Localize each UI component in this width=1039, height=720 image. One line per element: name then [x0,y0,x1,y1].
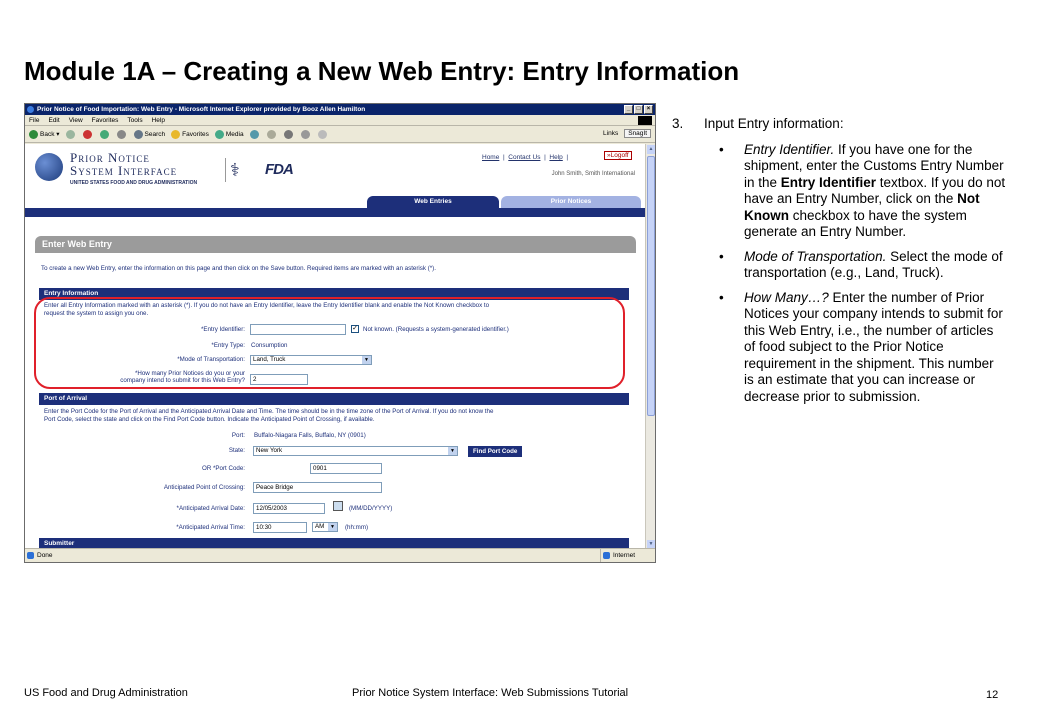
globe-logo-icon [35,153,63,181]
how-many-input[interactable]: 2 [250,374,308,385]
menu-favorites[interactable]: Favorites [91,116,119,124]
forward-button[interactable] [66,130,77,139]
instructions-panel [672,116,1007,405]
mode-of-transportation-select[interactable] [250,355,372,365]
entry-identifier-label: *Entry Identifier: [200,326,245,333]
arrival-time-label: *Anticipated Arrival Time: [176,524,245,531]
step-number: 3. [672,116,684,131]
entry-intro-line2: request the system to assign you one. [44,310,149,317]
entry-identifier-input[interactable] [250,324,346,335]
arrival-time-input[interactable]: 10:30 [253,522,307,533]
help-link[interactable]: Help [549,154,563,161]
home-icon[interactable] [117,130,126,139]
text: Enter the number of Prior Notices your company intends to submit for this Web Entry, i.e., the number of articles of food subject to the Prior Notice requirement in the shipment. This number is an estimate that you can increase or decrease prior to submission. [744,289,1003,404]
state-selected-value: New York [256,447,283,454]
bold-text: Not Known [744,191,980,223]
close-button[interactable]: × [644,105,653,114]
text: textbox. If you do not have an Entry Number, click on the [744,174,1006,206]
time-format-hint: (hh:mm) [345,524,369,531]
text: checkbox to have the system generate an Entry Number. [744,207,967,239]
page-number: 12 [986,689,999,701]
bullet-entry-identifier [672,142,1007,241]
discuss-icon[interactable] [318,130,327,139]
history-icon[interactable] [250,130,259,139]
home-link[interactable]: Home [482,154,500,161]
port-intro-line1: Enter the Port Code for the Port of Arrival and the Anticipated Arrival Date and Time. The time should be in the time zone of the Port of Arrival. If you do not know the [44,408,494,415]
term: Mode of Transportation. [744,248,887,264]
back-button[interactable]: Back ▾ [29,130,60,139]
step-3 [672,116,1007,133]
search-icon [134,130,143,139]
scroll-up-icon[interactable]: ▲ [648,146,654,152]
entry-type-label: *Entry Type: [211,342,245,349]
vertical-scrollbar[interactable] [645,144,655,550]
step-text: Input Entry information: [704,116,844,131]
browser-titlebar [25,104,655,115]
menu-help[interactable]: Help [151,116,165,124]
site-header [25,144,647,200]
footer-tutorial-title: Prior Notice System Interface: Web Submissions Tutorial [352,687,629,699]
media-button[interactable]: Media [215,130,244,139]
logo-subtitle: UNITED STATES FOOD AND DRUG ADMINISTRATION [70,180,198,186]
text: Select the mode of transportation (e.g., Land, Truck). [744,248,1003,280]
menubar [25,115,655,126]
ampm-select[interactable] [312,522,338,532]
not-known-checkbox[interactable]: ✓ [352,325,358,332]
find-port-code-button[interactable]: Find Port Code [468,446,522,457]
entry-intro-line1: Enter all Entry Information marked with an asterisk (*). If you do not have an Entry Identifier, leave the Entry Identifier blank and enable the Not Known checkbox to [44,302,490,309]
separator: | [502,154,505,161]
status-bar [25,548,655,562]
status-text: Done [37,552,53,559]
port-value: Buffalo-Niagara Falls, Buffalo, NY (0901) [254,432,366,439]
separator: | [544,154,546,161]
menu-tools[interactable]: Tools [127,116,143,124]
not-known-label: Not known. (Requests a system-generated identifier.) [363,326,509,333]
search-button[interactable]: Search [134,130,166,139]
chevron-down-icon: ▼ [448,447,457,455]
arrival-date-label: *Anticipated Arrival Date: [176,505,245,512]
state-select[interactable] [253,446,458,456]
page-icon [27,552,34,559]
nav-bar [25,208,647,217]
ie-icon [27,106,34,113]
port-of-arrival-header: Port of Arrival [39,393,629,405]
logoff-label: Logoff [610,152,629,159]
star-icon [171,130,180,139]
text: If you have one for the shipment, enter the Customs Entry Number in the [744,141,1004,190]
browser-screenshot [24,103,656,563]
tab-web-entries[interactable]: Web Entries [367,196,499,208]
bullet-how-many [672,290,1007,406]
slide-title: Module 1A – Creating a New Web Entry: Entry Information [24,56,740,86]
tab-prior-notices[interactable]: Prior Notices [501,196,641,208]
logoff-button[interactable]: »Logoff [604,151,632,160]
links-label[interactable]: Links [603,130,619,137]
stop-icon[interactable] [83,130,92,139]
calendar-icon[interactable] [333,501,343,511]
security-zone [600,549,635,562]
back-arrow-icon [29,130,38,139]
minimize-button[interactable]: _ [624,105,633,114]
menu-view[interactable]: View [68,116,83,124]
term: Entry Identifier. [744,141,835,157]
forward-arrow-icon [66,130,75,139]
date-format-hint: (MM/DD/YYYY) [349,505,393,512]
bullet-mode-of-transportation [672,249,1007,282]
port-intro-line2: Port Code, select the state and click on the Find Port Code button. Indicate the Anticipated Point of Crossing, if available. [44,416,375,423]
port-code-input[interactable]: 0901 [310,463,382,474]
site-logo[interactable] [70,151,177,177]
footer-organization: US Food and Drug Administration [24,687,188,699]
entry-information-header: Entry Information [39,288,629,300]
term: How Many…? [744,289,829,305]
page-viewport [25,144,647,550]
port-code-label: OR *Port Code: [202,465,245,472]
toolbar [25,126,655,143]
how-many-label-line1: *How many Prior Notices do you or your [134,370,245,377]
logo-line-1: Prior Notice [70,150,150,165]
user-name: John Smith, Smith International [551,171,635,177]
chevron-down-icon: ▼ [362,356,371,364]
ampm-selected-value: AM [315,523,325,530]
state-label: State: [228,447,245,454]
favorites-button[interactable]: Favorites [171,130,209,139]
scrollbar-thumb[interactable] [647,156,655,416]
media-icon [215,130,224,139]
separator: | [566,154,569,161]
globe-icon [603,552,610,559]
port-label: Port: [231,432,245,439]
zone-label: Internet [612,552,635,559]
print-icon[interactable] [284,130,293,139]
logo-line-2: System Interface [70,163,178,178]
maximize-button[interactable]: □ [634,105,643,114]
snagit-button[interactable]: SnagIt [624,129,651,138]
mail-icon[interactable] [267,130,276,139]
fda-logo: FDA [265,161,293,178]
how-many-label-line2: company intend to submit for this Web Entry? [120,377,245,384]
mode-of-transportation-label: *Mode of Transportation: [177,356,245,363]
menu-file[interactable]: File [29,116,40,124]
menu-edit[interactable]: Edit [48,116,60,124]
page-heading: Enter Web Entry [35,236,636,253]
submitter-header: Submitter [39,538,629,550]
entry-type-value: Consumption [251,342,288,349]
form-instructions: To create a new Web Entry, enter the information on this page and then click on the Save button. Required items are marked with an asterisk (*). [41,265,436,272]
crossing-label: Anticipated Point of Crossing: [163,484,245,491]
mode-selected-value: Land, Truck [253,356,286,363]
refresh-icon[interactable] [100,130,109,139]
arrival-date-input[interactable]: 12/05/2003 [253,503,325,514]
edit-icon[interactable] [301,130,310,139]
crossing-input[interactable]: Peace Bridge [253,482,382,493]
bold-text: Entry Identifier [780,174,877,190]
contact-us-link[interactable]: Contact Us [508,154,541,161]
top-links [482,154,568,161]
chevron-down-icon: ▼ [328,523,337,531]
scroll-down-icon[interactable]: ▼ [648,541,654,547]
windows-logo-icon [638,116,652,125]
hhs-eagle-icon: ⚕ [225,158,249,182]
window-title: Prior Notice of Food Importation: Web Entry - Microsoft Internet Explorer provided by Booz Allen Hamilton [37,106,366,113]
